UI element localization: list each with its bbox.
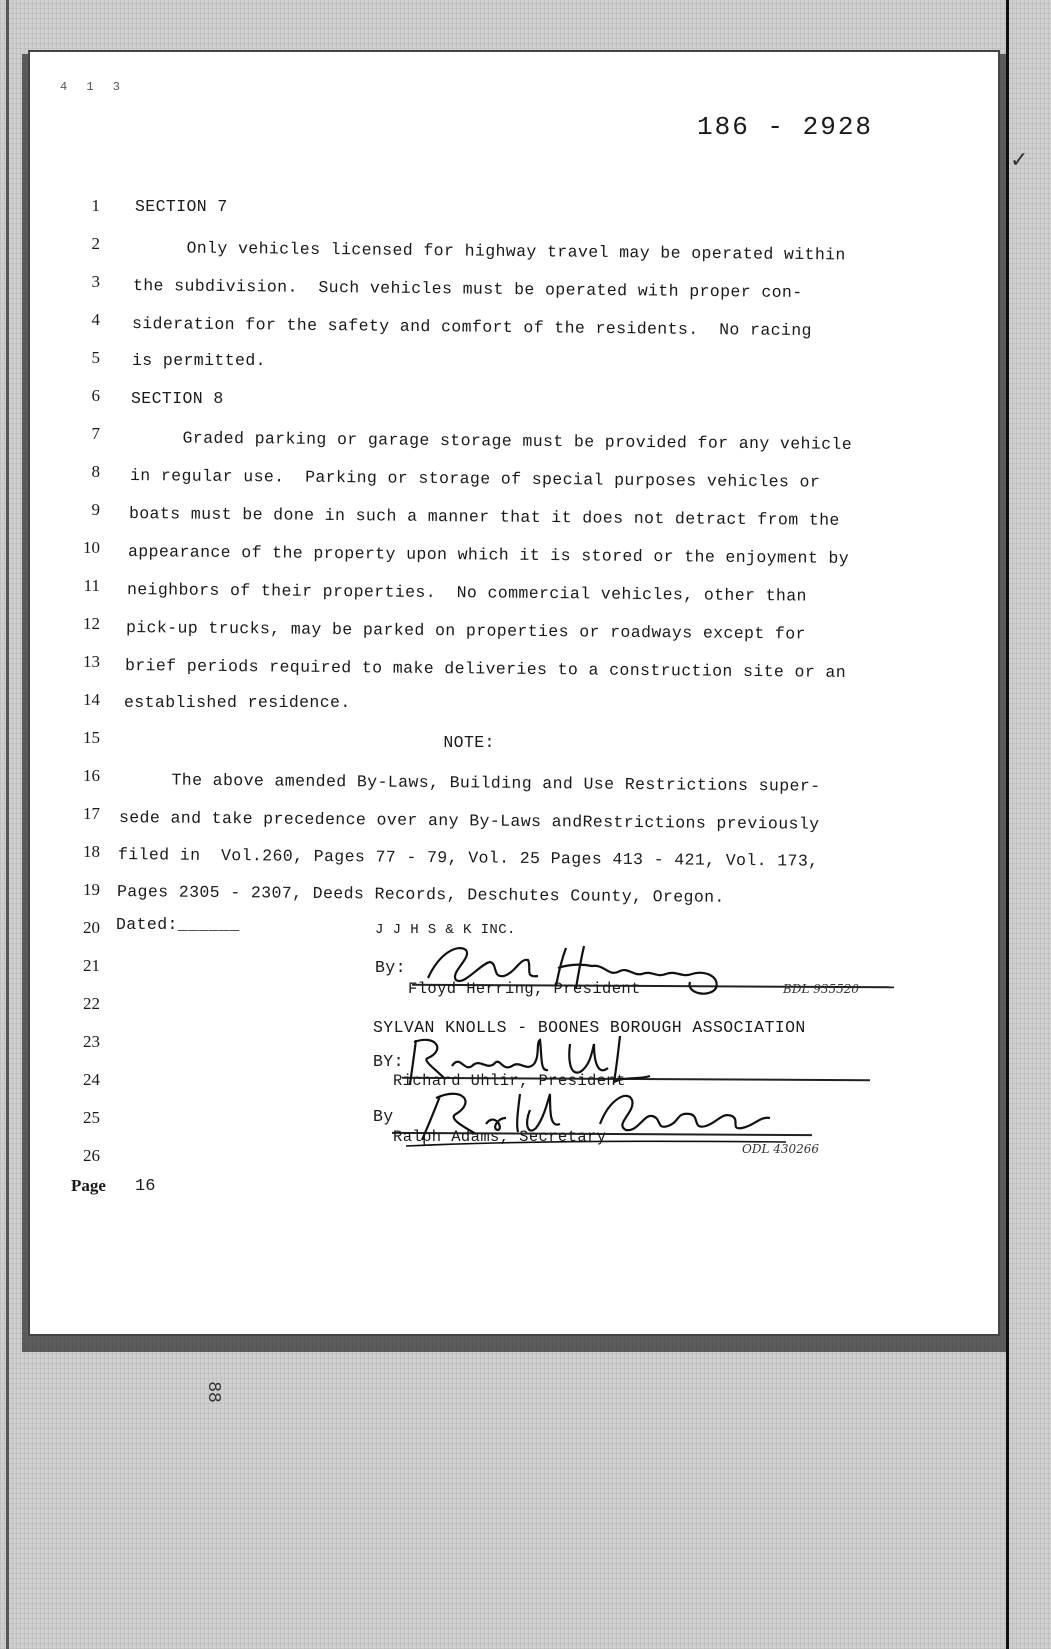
line-number: 19 bbox=[83, 880, 100, 899]
line-number: 9 bbox=[91, 500, 100, 519]
line-number: 11 bbox=[83, 576, 100, 595]
line-number: 16 bbox=[83, 766, 100, 785]
company-name: J J H S & K INC. bbox=[375, 922, 516, 938]
line-number: 15 bbox=[83, 728, 100, 747]
dated-line: Dated:______ bbox=[116, 915, 240, 934]
note-heading: NOTE: bbox=[124, 733, 495, 752]
body-line: sede and take precedence over any By-Laws andRestrictions previously bbox=[118, 808, 820, 834]
body-line: in regular use. Parking or storage of special purposes vehicles or bbox=[129, 466, 821, 492]
line-number: 6 bbox=[91, 386, 100, 405]
by-label: By: bbox=[375, 958, 406, 977]
body-line: is permitted. bbox=[132, 351, 266, 370]
section-heading: SECTION 7 bbox=[135, 197, 228, 216]
line-number: 18 bbox=[83, 842, 100, 861]
body-line: Only vehicles licensed for highway travel may be operated within bbox=[134, 238, 846, 265]
license-note: BDL 935520 bbox=[783, 982, 860, 996]
page-number: 16 bbox=[135, 1177, 156, 1196]
license-note: ODL 430266 bbox=[742, 1142, 820, 1156]
margin-check-mark: ✓ bbox=[1010, 148, 1029, 173]
line-number: 4 bbox=[91, 310, 100, 329]
line-number: 12 bbox=[83, 614, 100, 633]
body-line: the subdivision. Such vehicles must be operated with proper con- bbox=[132, 276, 803, 303]
signer-name: Floyd Herring, President bbox=[408, 980, 641, 998]
line-number: 8 bbox=[91, 462, 100, 481]
body-line: brief periods required to make deliveries to a construction site or an bbox=[124, 656, 847, 682]
line-number: 25 bbox=[83, 1108, 100, 1127]
section-heading: SECTION 8 bbox=[131, 389, 224, 408]
scan-right-edge bbox=[1006, 0, 1009, 1649]
margin-page-mark: 88 bbox=[202, 1381, 223, 1403]
corner-mark: 4 1 3 bbox=[60, 80, 127, 94]
line-number: 3 bbox=[91, 272, 100, 291]
line-number: 2 bbox=[91, 234, 100, 253]
line-number: 13 bbox=[83, 652, 100, 671]
scan-left-edge bbox=[6, 0, 9, 1649]
body-line: pick-up trucks, may be parked on properties or roadways except for bbox=[125, 618, 806, 644]
document-number: 186 - 2928 bbox=[697, 112, 874, 142]
line-number: 7 bbox=[91, 424, 100, 443]
line-number: 1 bbox=[91, 196, 100, 215]
signer-name: Richard Uhlir, President bbox=[393, 1072, 626, 1090]
body-line: The above amended By-Laws, Building and Use Restrictions super- bbox=[119, 770, 821, 796]
body-line: Graded parking or garage storage must be provided for any vehicle bbox=[130, 428, 853, 454]
body-line: sideration for the safety and comfort of the residents. No racing bbox=[131, 314, 812, 341]
body-line: appearance of the property upon which it is stored or the enjoyment by bbox=[127, 542, 850, 568]
line-number: 5 bbox=[91, 348, 100, 367]
line-number: 14 bbox=[83, 690, 100, 709]
line-number: 22 bbox=[83, 994, 100, 1013]
line-number: 10 bbox=[83, 538, 100, 557]
signer-name: Ralph Adams, Secretary bbox=[393, 1128, 607, 1146]
body-line: filed in Vol.260, Pages 77 - 79, Vol. 25 Pages 413 - 421, Vol. 173, bbox=[117, 845, 819, 871]
line-number: 21 bbox=[83, 956, 100, 975]
association-name: SYLVAN KNOLLS - BOONES BOROUGH ASSOCIATION bbox=[373, 1018, 806, 1037]
body-line: established residence. bbox=[124, 693, 351, 712]
body-line: Pages 2305 - 2307, Deeds Records, Deschutes County, Oregon. bbox=[116, 882, 725, 907]
body-line: boats must be done in such a manner that it does not detract from the bbox=[128, 504, 840, 530]
line-number: 24 bbox=[83, 1070, 100, 1089]
line-number: 23 bbox=[83, 1032, 100, 1051]
page-label: Page bbox=[71, 1176, 106, 1195]
by-label: BY: bbox=[373, 1052, 404, 1071]
line-number: 17 bbox=[83, 804, 100, 823]
body-line: neighbors of their properties. No commercial vehicles, other than bbox=[126, 580, 807, 606]
by-label: By bbox=[373, 1107, 394, 1126]
line-number: 20 bbox=[83, 918, 100, 937]
line-number: 26 bbox=[83, 1146, 100, 1165]
